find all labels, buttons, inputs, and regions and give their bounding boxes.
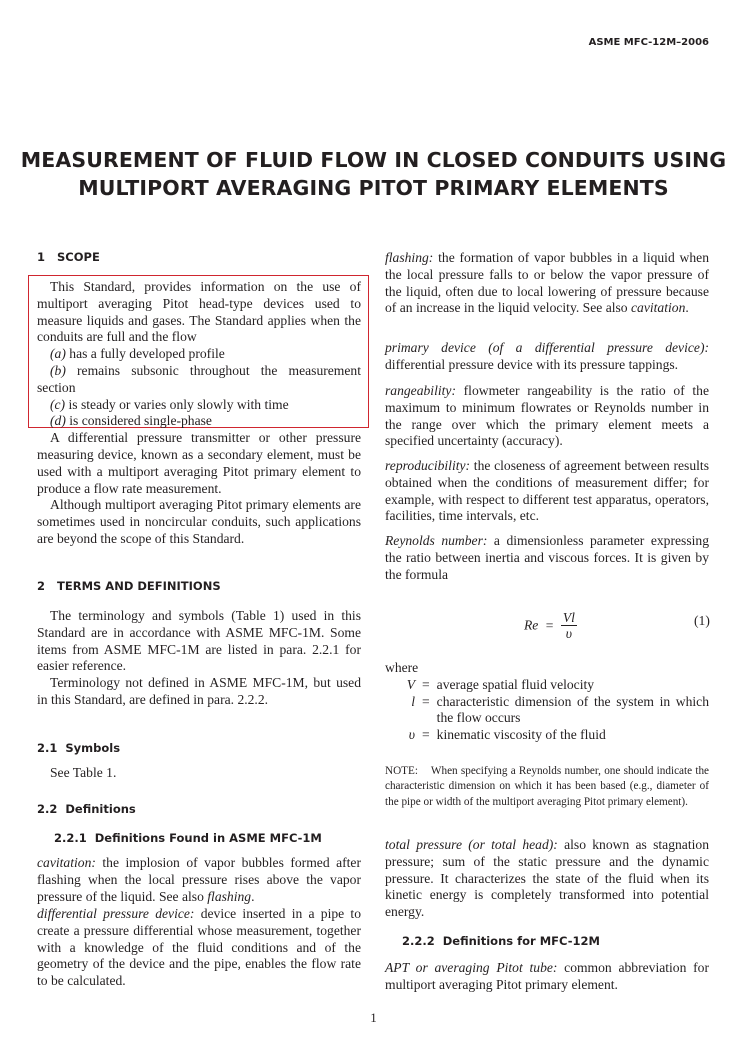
where-label: where — [385, 660, 419, 675]
punctuation: . — [251, 888, 255, 904]
definition-rangeability — [385, 383, 709, 450]
definition-text: flowmeter rangeability is the ratio of the maximum to minimum flowrates or Reynolds number in the range over which the primary element meets a specified uncertainty (accuracy). — [385, 383, 709, 449]
section-heading-scope: 1 SCOPE — [37, 250, 100, 264]
equals-sign: = — [422, 727, 430, 743]
definition-text: device inserted in a pipe to create a pressure differential whose measurement, together with a knowledge of the fluid conditions and of the geometry of the device and the pipe, enables the flow rate to be calculated. — [37, 906, 362, 989]
definition-text: the closeness of agreement between results obtained when the conditions of measurement differ; for example, with respect to different test apparatus, operators, facilities, time intervals, etc. — [385, 458, 709, 524]
variable-row — [385, 677, 709, 694]
variable-list — [385, 677, 709, 744]
definition-total-pressure — [385, 837, 709, 921]
term: cavitation: — [37, 855, 96, 870]
scope-item: (d) is considered single-phase — [50, 413, 212, 429]
heading-definitions-mfc12m: 2.2.2 Definitions for MFC-12M — [402, 934, 600, 948]
variable-row — [385, 694, 709, 728]
title-line-2: MULTIPORT AVERAGING PITOT PRIMARY ELEMENTS — [78, 176, 669, 200]
definition-reproducibility — [385, 458, 709, 525]
definition-flashing — [385, 250, 709, 317]
definition-text: a dimensionless parameter expressing the ratio between inertia and viscous forces. It is given by the formula — [385, 533, 709, 582]
scope-intro: This Standard, provides information on the use of multiport averaging Pitot head-type devices used to measure liquids and gases. The Standard applies when the conduits are full and the flow — [37, 279, 361, 345]
variable-row — [385, 727, 709, 744]
equals-sign: = — [422, 693, 430, 709]
definition-text: the implosion of vapor bubbles formed after flashing when the local pressure rises above the vapor pressure of the liquid. See also — [37, 855, 361, 904]
variable-symbol: V — [406, 676, 415, 692]
heading-symbols: 2.1 Symbols — [37, 741, 121, 755]
page-number: 1 — [370, 1010, 377, 1025]
cross-reference: cavitation — [631, 300, 686, 316]
definition-primary-device — [385, 340, 709, 374]
equals-sign: = — [422, 676, 430, 692]
scope-paragraph: A differential pressure transmitter or other pressure measuring device, known as a secondary element, must be used with a multiport averaging Pitot primary element to produce a flow rate measurement. — [37, 430, 361, 496]
scope-item: (c) is steady or varies only slowly with time — [50, 396, 289, 412]
term: total pressure (or total head): — [385, 837, 558, 852]
term: differential pressure device: — [37, 906, 195, 921]
note — [385, 764, 709, 810]
definition-text: the formation of vapor bubbles in a liquid when the local pressure falls to or below the vapor pressure of the liquid, often due to local lowering of pressure because of an increase in the liquid velocity. See also — [385, 250, 709, 316]
definition-apt — [385, 960, 709, 994]
symbols-body — [37, 765, 361, 782]
scope-item: (a) has a fully developed profile — [50, 346, 225, 362]
variable-description: average spatial fluid velocity — [436, 676, 595, 692]
definition-text: also known as stagnation pressure; sum of the static pressure and the dynamic pressure. It characterizes the state of the fluid when its kinetic energy is completely transformed into potential energy. — [385, 837, 709, 920]
variable-symbol: υ — [408, 727, 415, 743]
heading-definitions-mfc1m: 2.2.1 Definitions Found in ASME MFC-1M — [54, 831, 322, 845]
term: reproducibility: — [385, 458, 471, 473]
terms-paragraph: Terminology not defined in ASME MFC-1M, but used in this Standard, are defined in para. 2.2.2. — [37, 675, 361, 707]
definition-reynolds-number — [385, 533, 709, 583]
title-line-1: MEASUREMENT OF FLUID FLOW IN CLOSED CONDUITS USING — [20, 148, 727, 172]
where-block — [385, 660, 709, 744]
variable-description: characteristic dimension of the system in which the flow occurs — [436, 693, 709, 726]
definition-cavitation — [37, 855, 361, 905]
term: APT or averaging Pitot tube: — [385, 960, 558, 975]
terms-body — [37, 608, 361, 709]
equation-number: (1) — [694, 613, 710, 628]
heading-definitions: 2.2 Definitions — [37, 802, 136, 816]
variable-description: kinematic viscosity of the fluid — [436, 727, 606, 743]
term: primary device (of a differential pressure device): — [385, 340, 709, 355]
note-text: When specifying a Reynolds number, one should indicate the characteristic dimension on which it has been based (e.g., diameter of the pipe or width of the multiport averaging Pitot primary element). — [385, 765, 710, 808]
equation-lhs: Re — [524, 617, 539, 633]
scope-body — [37, 279, 361, 548]
punctuation: . — [685, 300, 689, 316]
cross-reference: flashing — [207, 888, 252, 904]
definition-differential-pressure-device — [37, 906, 361, 990]
page-title — [0, 146, 747, 202]
note-label: NOTE: — [385, 765, 418, 777]
definition-text: differential pressure device with its pressure tappings. — [385, 356, 679, 372]
variable-symbol: l — [411, 693, 415, 709]
fraction — [561, 610, 577, 641]
numerator: Vl — [562, 610, 575, 625]
term: rangeability: — [385, 383, 456, 398]
equation-reynolds — [524, 611, 577, 642]
definition-text: common abbreviation for multiport averaging Pitot primary element. — [385, 960, 709, 992]
term: flashing: — [385, 250, 434, 265]
symbols-text: See Table 1. — [50, 765, 117, 780]
scope-item: (b) remains subsonic throughout the measurement section — [37, 362, 361, 395]
equals-sign: = — [545, 617, 554, 633]
document-id-header: ASME MFC-12M–2006 — [588, 37, 709, 48]
denominator: υ — [565, 626, 572, 641]
scope-paragraph: Although multiport averaging Pitot primary elements are sometimes used in noncircular conduits, such applications are beyond the scope of this Standard. — [37, 497, 361, 546]
term: Reynolds number: — [385, 533, 488, 548]
terms-paragraph: The terminology and symbols (Table 1) used in this Standard are in accordance with ASME MFC-1M. Some items from ASME MFC-1M are listed in para. 2.2.1 for easier reference. — [37, 608, 361, 674]
section-heading-terms: 2 TERMS AND DEFINITIONS — [37, 579, 221, 593]
